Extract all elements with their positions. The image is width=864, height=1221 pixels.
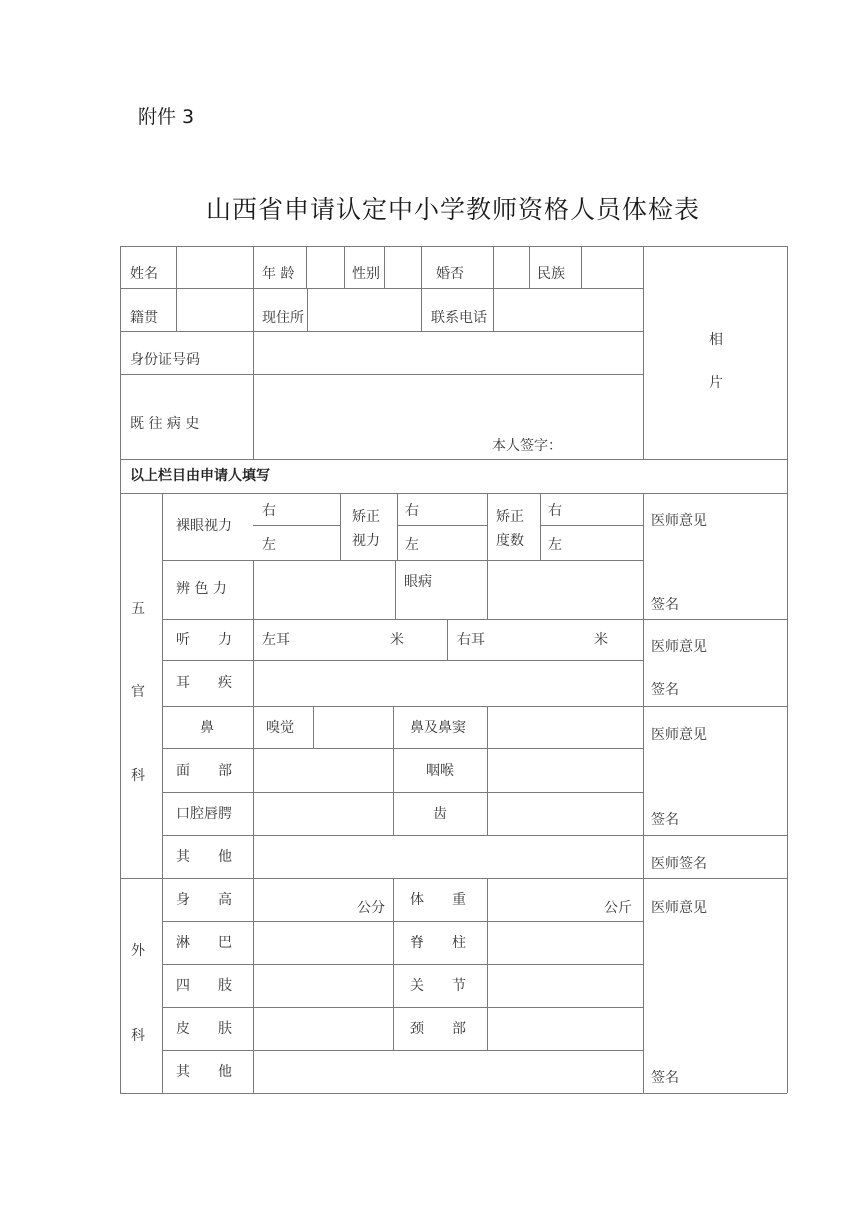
table-rule (643, 493, 644, 1093)
label-right-ear-unit: 米 (594, 632, 608, 648)
label-spine: 脊 柱 (410, 935, 466, 951)
label-left-ear-unit: 米 (390, 632, 404, 648)
label-applicant-signature: 本人签字： (492, 438, 562, 454)
label-eye-disease: 眼病 (404, 574, 432, 590)
label-surgery-other: 其 他 (176, 1064, 232, 1080)
table-rule (421, 288, 422, 331)
table-rule (529, 246, 530, 288)
table-rule (162, 878, 163, 1093)
table-rule (162, 792, 643, 793)
label-ent-sign: 签名 (651, 812, 679, 828)
label-limbs: 四 肢 (176, 978, 232, 994)
label-photo-2: 片 (709, 375, 723, 391)
table-rule (384, 246, 385, 288)
section-surgery-1: 外 (131, 943, 145, 959)
label-naked-right: 右 (262, 503, 276, 519)
label-joints: 关 节 (410, 978, 466, 994)
label-ear-disease: 耳 疾 (176, 675, 232, 691)
table-rule (397, 493, 398, 560)
label-gender: 性别 (352, 266, 380, 282)
table-border-right (787, 246, 788, 1093)
photo-divider (643, 246, 644, 459)
label-left-ear: 左耳 (262, 632, 290, 648)
table-rule (393, 706, 394, 835)
label-skin: 皮 肤 (176, 1021, 232, 1037)
form-title: 山西省申请认定中小学教师资格人员体检表 (205, 195, 700, 224)
label-corrected-vision-2: 视力 (352, 533, 380, 549)
section-facial-3: 科 (131, 768, 145, 784)
label-color-vision: 辨 色 力 (176, 581, 227, 597)
label-corrected-right: 右 (405, 503, 419, 519)
table-rule (340, 493, 341, 560)
label-degree-right: 右 (548, 503, 562, 519)
table-rule (253, 706, 254, 835)
label-ear-sign: 签名 (651, 682, 679, 698)
label-age: 年 龄 (262, 266, 295, 282)
label-right-ear: 右耳 (457, 632, 485, 648)
table-rule (493, 246, 494, 288)
label-height-unit: 公分 (357, 900, 385, 916)
label-corrected-vision-1: 矫正 (352, 509, 380, 525)
label-eye-doctor-opinion: 医师意见 (651, 513, 707, 529)
label-correction-degree-2: 度数 (496, 533, 524, 549)
table-border-top (120, 246, 787, 247)
label-native-place: 籍贯 (130, 310, 158, 326)
table-rule (253, 835, 254, 878)
table-rule (120, 288, 643, 289)
table-rule (253, 525, 340, 526)
table-rule (397, 525, 487, 526)
table-rule (162, 706, 787, 707)
table-rule (253, 619, 254, 660)
table-rule (176, 246, 177, 331)
table-rule (307, 288, 308, 331)
table-rule (162, 619, 787, 620)
label-degree-left: 左 (548, 537, 562, 553)
label-surgery-doctor-opinion: 医师意见 (651, 900, 707, 916)
label-facial-other: 其 他 (176, 849, 232, 865)
label-history: 既 往 病 史 (130, 416, 200, 432)
table-rule (120, 878, 787, 879)
table-rule (253, 560, 254, 619)
label-ent-doctor-opinion: 医师意见 (651, 727, 707, 743)
section-facial-1: 五 (131, 601, 145, 617)
table-rule (395, 560, 396, 619)
section-surgery-2: 科 (131, 1028, 145, 1044)
label-correction-degree-1: 矫正 (496, 509, 524, 525)
table-rule (253, 878, 254, 1093)
table-rule (487, 560, 488, 619)
label-facial-doctor-sign: 医师签名 (651, 856, 707, 872)
table-rule (313, 706, 314, 748)
label-id-number: 身份证号码 (130, 352, 200, 368)
table-rule (421, 246, 422, 288)
table-rule (162, 1050, 643, 1051)
table-rule (120, 493, 787, 494)
label-neck: 颈 部 (410, 1021, 466, 1037)
table-rule (120, 331, 643, 332)
table-rule (162, 560, 643, 561)
table-rule (162, 1007, 643, 1008)
table-rule (162, 835, 787, 836)
table-rule (162, 748, 643, 749)
label-lymph: 淋 巴 (176, 935, 232, 951)
label-corrected-left: 左 (405, 537, 419, 553)
table-rule (487, 706, 488, 835)
table-rule (120, 459, 787, 460)
table-rule (487, 493, 488, 560)
table-rule (253, 331, 254, 459)
table-rule (120, 374, 643, 375)
label-surgery-sign: 签名 (651, 1070, 679, 1086)
label-teeth: 齿 (433, 806, 447, 822)
label-throat: 咽喉 (426, 763, 454, 779)
table-rule (493, 288, 494, 331)
label-smell: 嗅觉 (266, 720, 294, 736)
table-rule (581, 246, 582, 288)
table-rule (253, 246, 254, 331)
table-rule (344, 246, 345, 288)
label-nose: 鼻 (200, 720, 214, 736)
label-marital: 婚否 (436, 266, 464, 282)
label-photo-1: 相 (709, 332, 723, 348)
label-phone: 联系电话 (431, 310, 487, 326)
label-face: 面 部 (176, 763, 232, 779)
label-name: 姓名 (130, 266, 158, 282)
label-residence: 现住所 (262, 310, 304, 326)
table-rule (162, 921, 643, 922)
table-rule (253, 660, 254, 706)
attachment-label: 附件 3 (138, 106, 195, 128)
table-border-bottom (120, 1093, 787, 1094)
label-weight-unit: 公斤 (604, 900, 632, 916)
label-applicant-note: 以上栏目由申请人填写 (130, 468, 270, 484)
table-rule (306, 246, 307, 288)
label-height: 身 高 (176, 892, 232, 908)
label-sinus: 鼻及鼻窦 (410, 720, 466, 736)
table-rule (540, 525, 643, 526)
label-naked-left: 左 (262, 537, 276, 553)
section-facial-2: 官 (131, 684, 145, 700)
label-weight: 体 重 (410, 892, 466, 908)
table-rule (447, 619, 448, 660)
label-ear-doctor-opinion: 医师意见 (651, 639, 707, 655)
label-naked-vision: 裸眼视力 (176, 518, 232, 534)
label-hearing: 听 力 (176, 632, 232, 648)
table-rule (540, 493, 541, 560)
table-rule (162, 660, 643, 661)
label-ethnicity: 民族 (537, 266, 565, 282)
table-rule (162, 964, 643, 965)
label-mouth: 口腔唇腭 (176, 806, 232, 822)
table-rule (162, 493, 163, 878)
label-eye-sign: 签名 (651, 597, 679, 613)
